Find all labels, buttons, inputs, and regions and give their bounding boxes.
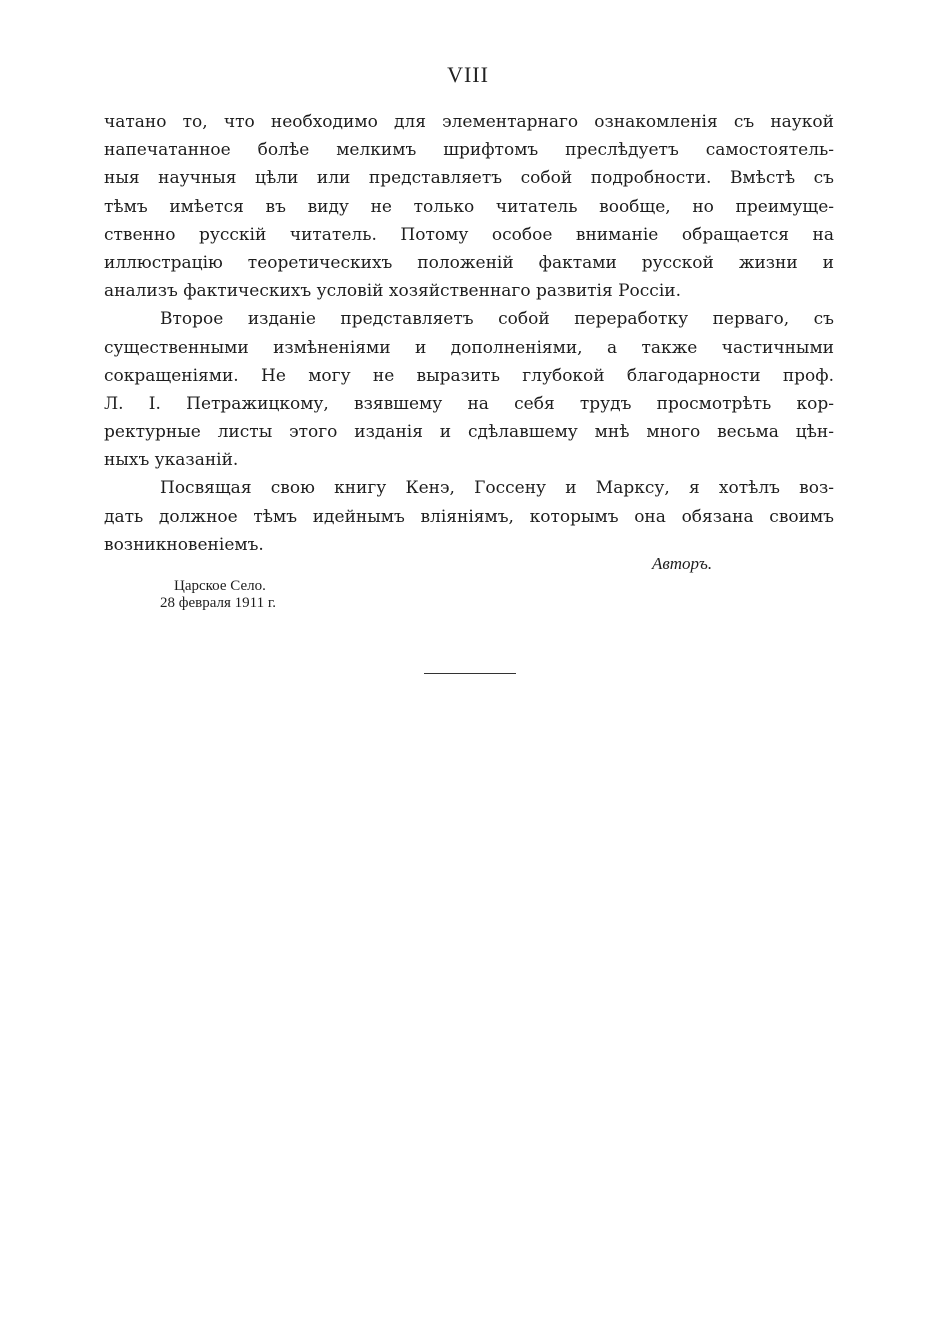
text-line: Второе изданіе представляетъ собой переработку перваго, съ xyxy=(160,309,834,330)
text-line: Л. І. Петражицкому, взявшему на себя трудъ просмотрѣть кор- xyxy=(104,393,834,414)
text-line: дать должное тѣмъ идейнымъ вліяніямъ, которымъ она обязана своимъ xyxy=(104,506,834,527)
text-line: ныхъ указаній. xyxy=(104,450,239,471)
text-line: сокращеніями. Не могу не выразить глубокой благодарности проф. xyxy=(104,365,834,386)
text-line: ныя научныя цѣли или представляетъ собой подробности. Вмѣстѣ съ xyxy=(104,168,834,189)
body-text xyxy=(104,108,834,559)
text-line: существенными измѣненіями и дополненіями, а также частичными xyxy=(104,337,834,358)
page-number: VIII xyxy=(447,62,489,87)
date-label: 28 февраля 1911 г. xyxy=(160,595,277,611)
text-line: напечатанное болѣе мелкимъ шрифтомъ преслѣдуетъ самостоятель- xyxy=(104,140,834,161)
author-signature: Авторъ. xyxy=(652,554,713,573)
text-line: ственно русскій читатель. Потому особое вниманіе обращается на xyxy=(104,224,834,245)
text-line: анализъ фактическихъ условій хозяйственнаго развитія Россіи. xyxy=(104,281,682,302)
place-and-date xyxy=(160,578,276,612)
section-divider xyxy=(424,673,516,674)
text-line: Посвящая свою книгу Кенэ, Госсену и Марксу, я хотѣлъ воз- xyxy=(160,478,834,499)
text-line: ректурные листы этого изданія и сдѣлавшему мнѣ много весьма цѣн- xyxy=(104,422,834,443)
place-label: Царское Село. xyxy=(174,578,266,594)
text-line: чатано то, что необходимо для элементарнаго ознакомленія съ наукой xyxy=(104,112,834,132)
text-line: тѣмъ имѣется въ виду не только читатель вообще, но преимуще- xyxy=(104,196,834,217)
text-line: иллюстрацію теоретическихъ положеній фактами русской жизни и xyxy=(104,252,834,273)
text-line: возникновеніемъ. xyxy=(104,534,264,555)
